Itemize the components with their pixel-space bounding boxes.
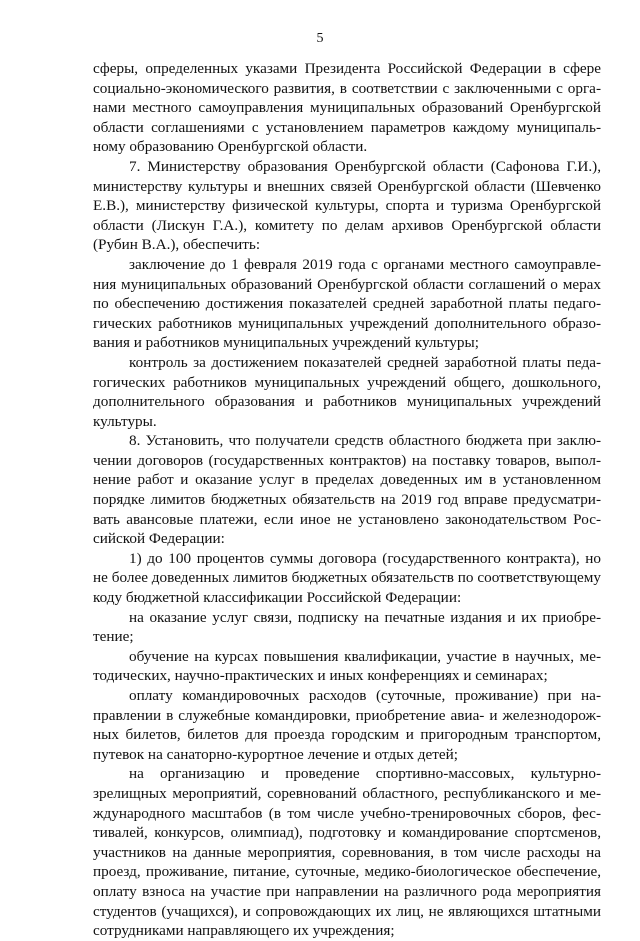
paragraph-business-trips: оплату командировочных расходов (суточные, проживание) при направлении в служебные командировки, приобретение авиа- и железнодорожных билетов, билетов для проезда городским и пригородным транспортом, путевок на санаторно-курортное лечение и отдых детей; <box>93 687 601 763</box>
paragraph-continuation: сферы, определенных указами Президента Российской Федерации в сфере социально-экономического развития, в соответствии с заключенными с органами местного самоуправления муниципальных образований Оренбургской области соглашениями с установлением параметров каждому муниципальному образованию Оренбургской области. <box>93 60 601 156</box>
paragraph-control: контроль за достижением показателей средней заработной платы педагогических работников муниципальных учреждений общего, дошкольного, дополнительного образования и работников муниципальных учреждений культуры. <box>93 353 601 430</box>
paragraph-sport-events: на организацию и проведение спортивно-массовых, культурно-зрелищных мероприятий, соревнований областного, республиканского и международного масштабов (в том числе учебно-тренировочных сборов, фестивалей, конкурсов, олимпиад), подготовку и командирование спортсменов, участников на данные мероприятия, соревнования, в том числе расходы на проезд, проживание, питание, суточные, медико-биологическое обеспечение, оплату взноса на участие при направлении на различного рода мероприятия студентов (учащихся), и сопровождающих их лиц, не являющихся штатными сотрудниками направляющего их учреждения; <box>93 765 601 940</box>
paragraph-item-8: 8. Установить, что получатели средств областного бюджета при заключении договоров (государственных контрактов) на поставку товаров, выполнение работ и оказание услуг в пределах доведенных им в установленном порядке лимитов бюджетных обязательств на 2019 год вправе предусматривать авансовые платежи, если иное не установлено законодательством Российской Федерации: <box>93 432 601 548</box>
paragraph-training: обучение на курсах повышения квалификации, участие в научных, методических, научно-практических и иных конференциях и семинарах; <box>93 647 601 685</box>
paragraph-agreements: заключение до 1 февраля 2019 года с органами местного самоуправления муниципальных образований Оренбургской области соглашений о мерах по обеспечению достижения показателей средней заработной платы педагогических работников муниципальных учреждений дополнительного образования и работников муниципальных учреждений культуры; <box>93 255 601 352</box>
document-body <box>93 59 601 941</box>
paragraph-subitem-1: 1) до 100 процентов суммы договора (государственного контракта), но не более доведенных лимитов бюджетных обязательств по соответствующему коду бюджетной классификации Российской Федерации: <box>93 549 601 607</box>
paragraph-communications: на оказание услуг связи, подписку на печатные издания и их приобретение; <box>93 608 601 646</box>
page-number: 5 <box>316 31 324 46</box>
paragraph-item-7: 7. Министерству образования Оренбургской области (Сафонова Г.И.), министерству культуры и внешних связей Оренбургской области (Шевченко Е.В.), министерству физической культуры, спорта и туризма Оренбургской области (Лискун Г.А.), комитету по делам архивов Оренбургской области (Рубин В.А.), обеспечить: <box>93 157 601 254</box>
